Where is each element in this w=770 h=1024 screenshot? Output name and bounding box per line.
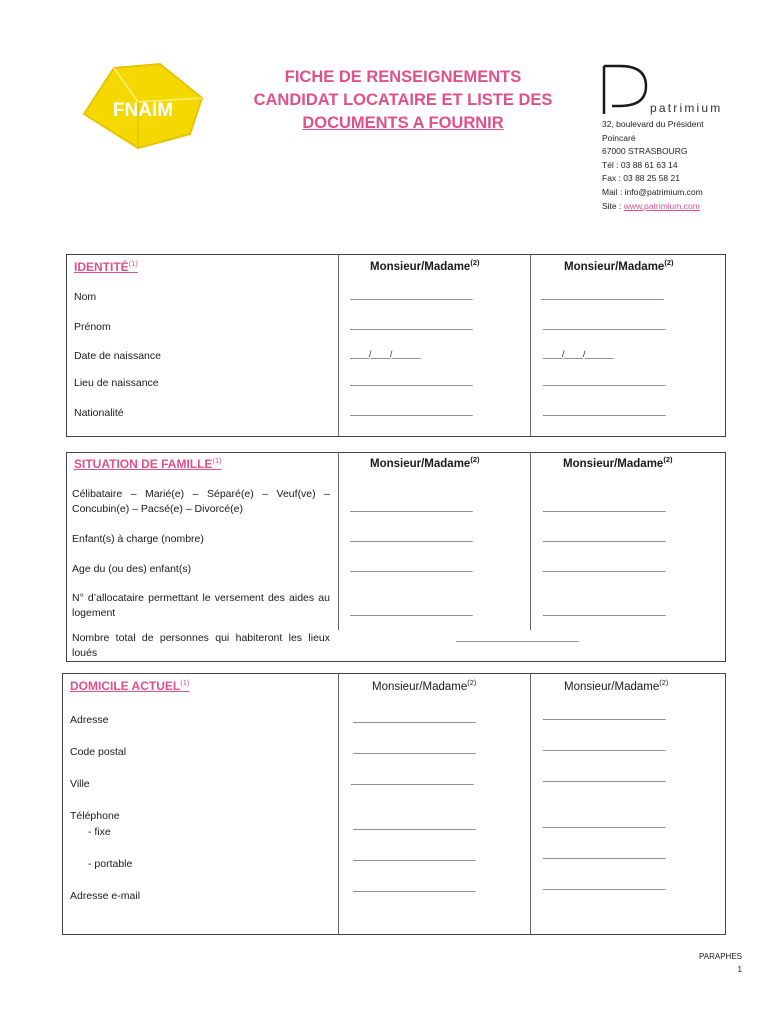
domicile-title: DOMICILE ACTUEL$^{(1)}$: [70, 678, 190, 693]
address-tel: Tél : 03 88 61 63 14: [602, 159, 678, 170]
famille-enfants-field-2[interactable]: __________________________: [543, 532, 666, 542]
famille-label-allocataire: N° d’allocataire permettant le versement des aides au logement: [72, 592, 330, 619]
identite-divider-1: [338, 254, 339, 437]
famille-age-field-2[interactable]: __________________________: [543, 562, 666, 572]
domicile-label-email: Adresse e-mail: [70, 890, 141, 902]
svg-text:FNAIM: FNAIM: [112, 100, 174, 121]
page-footer: [699, 950, 742, 976]
title-line-1: FICHE DE RENSEIGNEMENTS: [284, 68, 522, 86]
domicile-label-portable: - portable: [88, 858, 133, 870]
famille-label-situation: Célibataire – Marié(e) – Séparé(e) – Veuf(ve) – Concubin(e) – Pacsé(e) – Divorcé(e): [72, 488, 330, 515]
identite-label-date-naissance: Date de naissance: [74, 350, 161, 362]
famille-situation-field-1[interactable]: __________________________: [350, 502, 473, 512]
domicile-ville-field-2[interactable]: __________________________: [543, 772, 666, 782]
address-city: 67000 STRASBOURG: [602, 146, 688, 157]
famille-label-age-enfants: Age du (ou des) enfant(s): [72, 563, 192, 575]
domicile-label-adresse: Adresse: [70, 714, 109, 726]
identite-title: IDENTITÉ$^{(1)}$: [74, 259, 138, 274]
famille-col2-header: Monsieur/Madame$^{(2)}$: [563, 455, 673, 470]
famille-divider-1: [338, 452, 339, 630]
famille-divider-2: [530, 452, 531, 630]
domicile-portable-field-2[interactable]: __________________________: [543, 849, 666, 859]
identite-nom-field-2[interactable]: __________________________: [541, 290, 664, 300]
patrimium-logo: [598, 62, 728, 118]
domicile-divider-1: [338, 673, 339, 935]
identite-divider-2: [530, 254, 531, 437]
famille-label-enfants: Enfant(s) à charge (nombre): [72, 533, 204, 545]
identite-date-field-1[interactable]: ____/____/______: [350, 349, 421, 359]
famille-total-personnes-field[interactable]: __________________________: [456, 632, 579, 642]
identite-lieu-field-1[interactable]: __________________________: [350, 376, 473, 386]
address-mail: Mail : info@patrimium.com: [602, 186, 703, 197]
document-title: [238, 66, 568, 135]
identite-label-nom: Nom: [74, 291, 97, 303]
site-link[interactable]: www.patrimium.com: [623, 200, 700, 211]
paraphes-label: PARAPHES: [699, 952, 742, 961]
domicile-email-field-1[interactable]: __________________________: [353, 882, 476, 892]
address-fax: Fax : 03 88 25 58 21: [602, 173, 680, 184]
identite-nom-field-1[interactable]: __________________________: [350, 290, 473, 300]
domicile-portable-field-1[interactable]: __________________________: [353, 851, 476, 861]
famille-allocataire-field-2[interactable]: __________________________: [543, 606, 666, 616]
address-street: 32, boulevard du Président: [602, 119, 704, 129]
domicile-email-field-2[interactable]: __________________________: [543, 880, 666, 890]
domicile-ville-field-1[interactable]: __________________________: [351, 775, 474, 785]
identite-prenom-field-1[interactable]: __________________________: [350, 320, 473, 330]
famille-situation-field-2[interactable]: __________________________: [543, 502, 666, 512]
title-line-3: DOCUMENTS A FOURNIR: [302, 114, 504, 132]
page-number: 1: [737, 965, 742, 974]
famille-label-total-personnes: Nombre total de personnes qui habiteront les lieux loués: [72, 632, 330, 659]
identite-label-prenom: Prénom: [74, 321, 111, 333]
domicile-code-postal-field-2[interactable]: __________________________: [543, 741, 666, 751]
domicile-label-code-postal: Code postal: [70, 746, 127, 758]
domicile-label-ville: Ville: [70, 778, 90, 790]
address-site: [602, 200, 704, 214]
identite-nationalite-field-1[interactable]: __________________________: [350, 406, 473, 416]
identite-label-nationalite: Nationalité: [74, 407, 124, 419]
domicile-adresse-field-1[interactable]: __________________________: [353, 713, 476, 723]
domicile-col1-header: Monsieur/Madame$^{(2)}$: [372, 678, 477, 693]
agency-address: [602, 118, 704, 213]
domicile-divider-2: [530, 673, 531, 935]
site-label: Site :: [602, 200, 624, 211]
svg-text:patrimium: patrimium: [650, 101, 723, 115]
domicile-col2-header: Monsieur/Madame$^{(2)}$: [564, 678, 669, 693]
address-street2: Poincaré: [602, 132, 636, 143]
identite-prenom-field-2[interactable]: __________________________: [543, 320, 666, 330]
identite-col1-header: Monsieur/Madame$^{(2)}$: [370, 258, 480, 273]
identite-date-field-2[interactable]: ____/____/______: [543, 349, 614, 359]
famille-age-field-1[interactable]: __________________________: [350, 562, 473, 572]
famille-title: SITUATION DE FAMILLE$^{(1)}$: [74, 456, 222, 471]
title-line-2: CANDIDAT LOCATAIRE ET LISTE DES: [253, 91, 553, 109]
famille-enfants-field-1[interactable]: __________________________: [350, 532, 473, 542]
domicile-fixe-field-2[interactable]: __________________________: [543, 818, 666, 828]
domicile-code-postal-field-1[interactable]: __________________________: [353, 744, 476, 754]
domicile-label-telephone: Téléphone: [70, 810, 120, 822]
famille-col1-header: Monsieur/Madame$^{(2)}$: [370, 455, 480, 470]
famille-allocataire-field-1[interactable]: __________________________: [350, 606, 473, 616]
domicile-label-fixe: - fixe: [88, 826, 111, 838]
identite-nationalite-field-2[interactable]: __________________________: [543, 406, 666, 416]
domicile-adresse-field-2[interactable]: __________________________: [543, 710, 666, 720]
identite-col2-header: Monsieur/Madame$^{(2)}$: [564, 258, 674, 273]
identite-lieu-field-2[interactable]: __________________________: [543, 376, 666, 386]
fnaim-logo: [78, 62, 208, 152]
identite-label-lieu-naissance: Lieu de naissance: [74, 377, 159, 389]
domicile-fixe-field-1[interactable]: __________________________: [353, 820, 476, 830]
